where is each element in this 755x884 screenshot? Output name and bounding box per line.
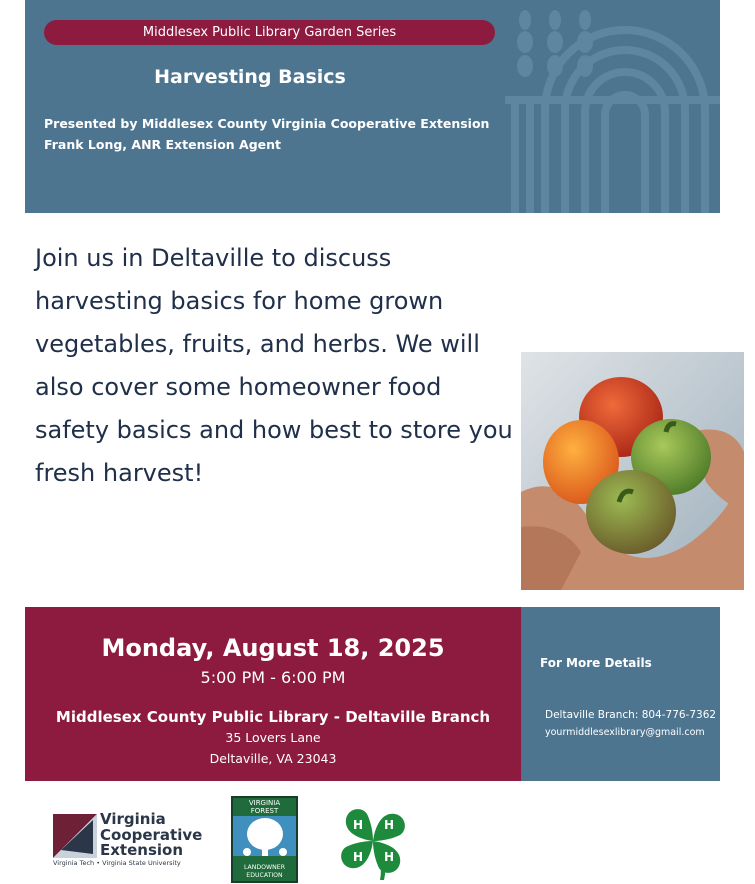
- vce-name: [100, 812, 202, 859]
- tree-icon: [233, 816, 296, 864]
- vce-logo-mark-icon: [53, 814, 97, 858]
- forest-logo-text: EDUCATION: [246, 871, 283, 879]
- venue-city: Deltaville, VA 23043: [209, 751, 337, 766]
- description-line: vegetables, fruits, and herbs. We will: [35, 330, 480, 358]
- svg-text:H: H: [352, 850, 364, 864]
- peppers-photo: [521, 352, 744, 590]
- event-time: 5:00 PM - 6:00 PM: [200, 668, 346, 687]
- description-line: safety basics and how best to store you: [35, 416, 513, 444]
- contact-phone: Deltaville Branch: 804-776-7362: [545, 709, 717, 721]
- forest-logo-text: LANDOWNER: [243, 864, 286, 871]
- forest-logo-top: [233, 799, 296, 815]
- vce-name-line: Extension: [100, 841, 183, 859]
- description-line: fresh harvest!: [35, 459, 204, 487]
- forest-landowner-logo: [231, 796, 298, 883]
- presenter-name: Frank Long, ANR Extension Agent: [44, 137, 282, 152]
- contact-heading: For More Details: [540, 656, 652, 670]
- description-line: Join us in Deltaville to discuss: [35, 244, 392, 272]
- event-info-panel: [25, 607, 521, 781]
- header-banner: [25, 0, 720, 213]
- svg-text:H: H: [352, 818, 364, 832]
- description-line: harvesting basics for home grown: [35, 287, 444, 315]
- vce-logo: [53, 810, 203, 870]
- event-venue: Middlesex County Public Library - Deltaville Branch: [55, 708, 491, 726]
- vce-name-line: Virginia: [100, 810, 166, 828]
- venue-street: 35 Lovers Lane: [225, 730, 321, 745]
- forest-logo-bottom: [233, 864, 296, 879]
- 4h-clover-icon: [336, 804, 410, 880]
- vce-name-line: Cooperative: [100, 825, 203, 844]
- series-label: Middlesex Public Library Garden Series: [44, 20, 495, 45]
- event-description: [35, 237, 515, 495]
- event-date: Monday, August 18, 2025: [101, 634, 445, 662]
- contact-panel: [521, 607, 720, 781]
- wheat-arch-graphic: [505, 0, 720, 213]
- event-title: Harvesting Basics: [154, 66, 346, 88]
- svg-text:H: H: [383, 850, 395, 864]
- svg-text:H: H: [383, 818, 395, 832]
- forest-logo-text: FOREST: [250, 807, 279, 815]
- forest-logo-text: VIRGINIA: [248, 799, 281, 807]
- presenter-org: Presented by Middlesex County Virginia Cooperative Extension: [44, 116, 490, 131]
- vce-subtitle: Virginia Tech • Virginia State University: [53, 859, 181, 867]
- description-line: also cover some homeowner food: [35, 373, 442, 401]
- contact-email: yourmiddlesexlibrary@gmail.com: [545, 727, 705, 738]
- presenter-info: [44, 113, 489, 155]
